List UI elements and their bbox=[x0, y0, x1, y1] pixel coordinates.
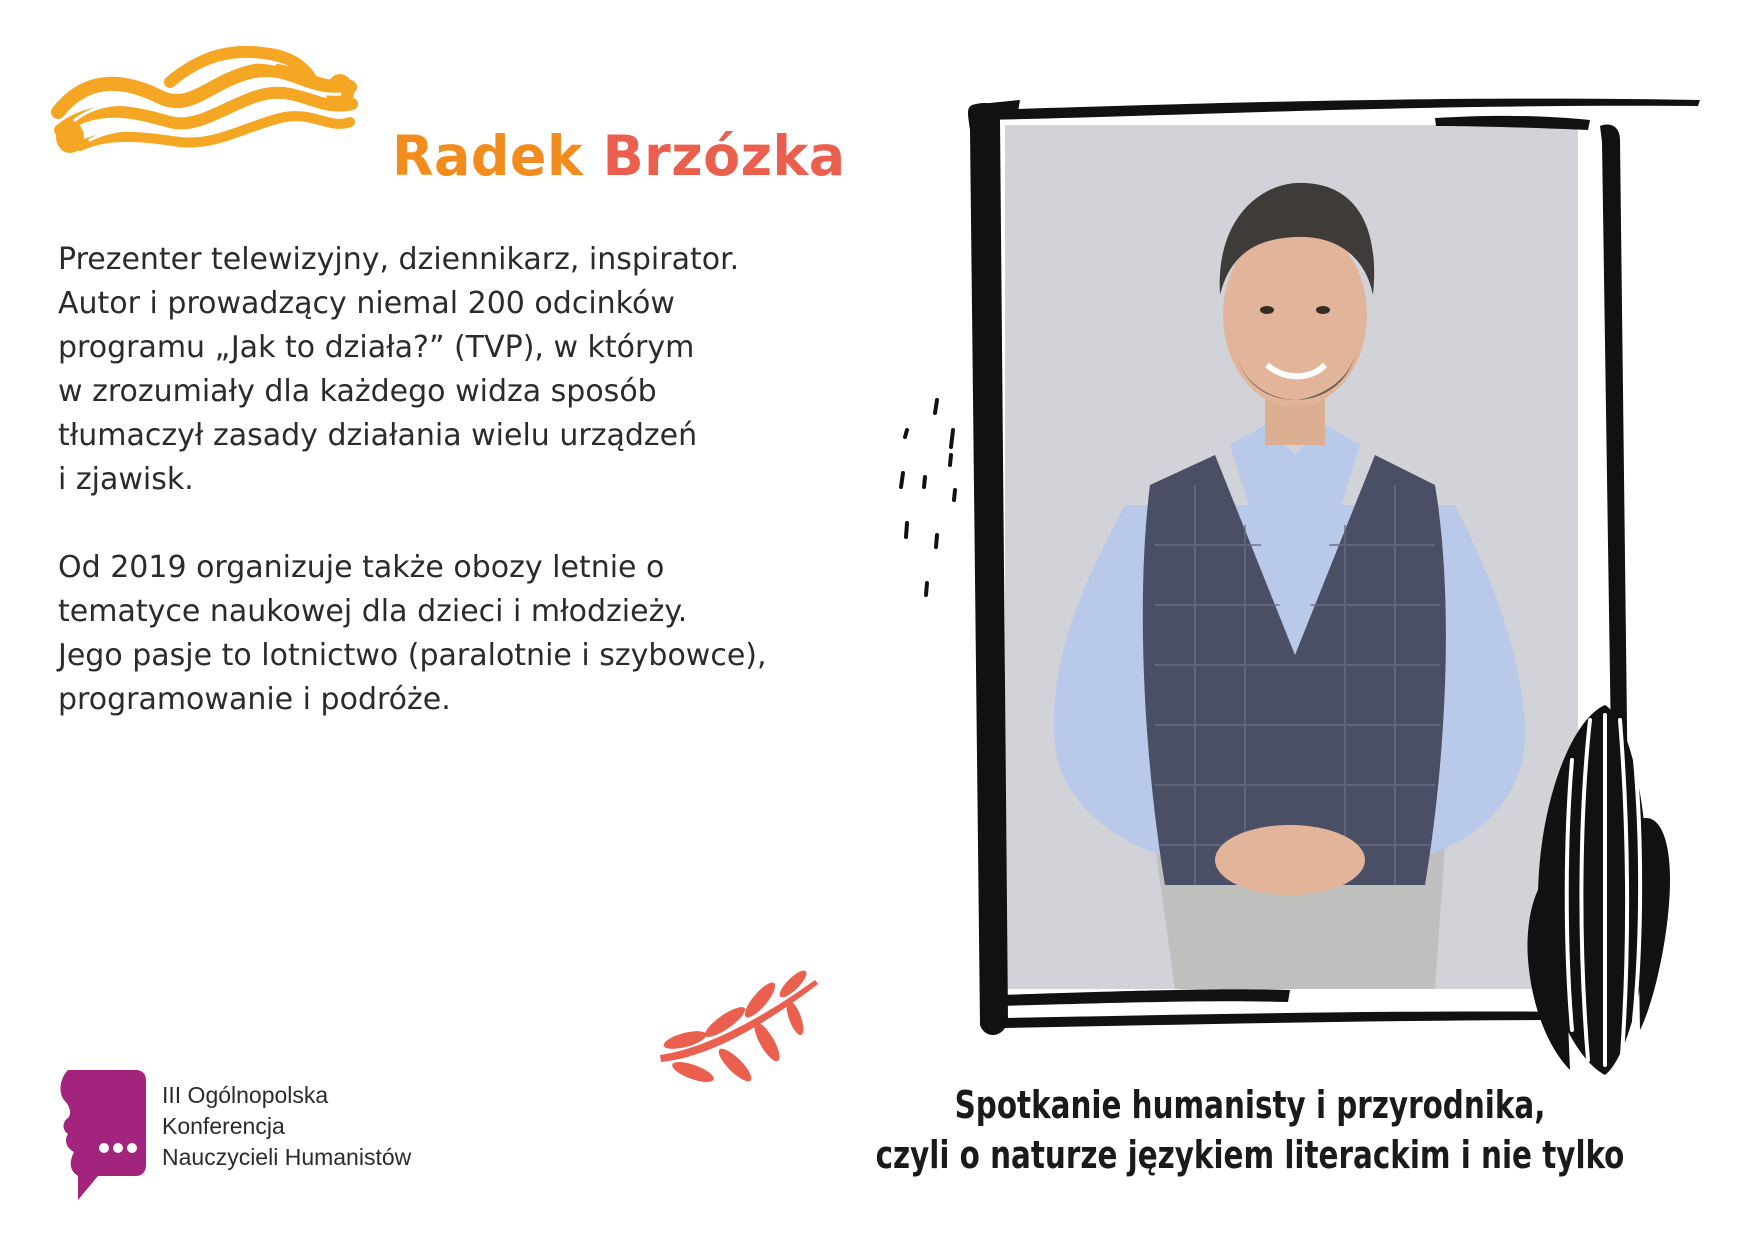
conference-line-3: Nauczycieli Humanistów bbox=[162, 1144, 412, 1170]
bio-paragraph-2: Od 2019 organizuje także obozy letnie o tematyce naukowej dla dzieci i młodzieży. Jego pasje to lotnictwo (paralotnie i szybowce), programowanie i podróże. bbox=[58, 550, 767, 717]
head-speech-logo-icon bbox=[58, 1070, 146, 1202]
leaf-branch-icon bbox=[655, 970, 825, 1095]
speaker-name bbox=[392, 124, 846, 188]
wave-swirl-icon bbox=[50, 42, 360, 162]
session-title bbox=[854, 1080, 1645, 1180]
speaker-bio bbox=[58, 238, 838, 766]
bio-paragraph-1: Prezenter telewizyjny, dziennikarz, inspirator. Autor i prowadzący niemal 200 odcinków programu „Jak to działa?” (TVP), w którym w zrozumiały dla każdego widza sposób tłumaczył zasady działania wielu urządzeń i zjawisk. bbox=[58, 242, 740, 497]
conference-line-1: III Ogólnopolska bbox=[162, 1082, 329, 1108]
brush-dots-icon bbox=[895, 395, 975, 605]
session-title-line-1: Spotkanie humanisty i przyrodnika, bbox=[954, 1083, 1546, 1127]
conference-name bbox=[162, 1080, 411, 1173]
speaker-last-name: Brzózka bbox=[602, 124, 846, 188]
conference-line-2: Konferencja bbox=[162, 1113, 285, 1139]
session-title-line-2: czyli o naturze językiem literackim i nie tylko bbox=[875, 1133, 1625, 1177]
striped-plant-icon bbox=[1510, 690, 1680, 1080]
speaker-first-name: Radek bbox=[392, 124, 584, 188]
